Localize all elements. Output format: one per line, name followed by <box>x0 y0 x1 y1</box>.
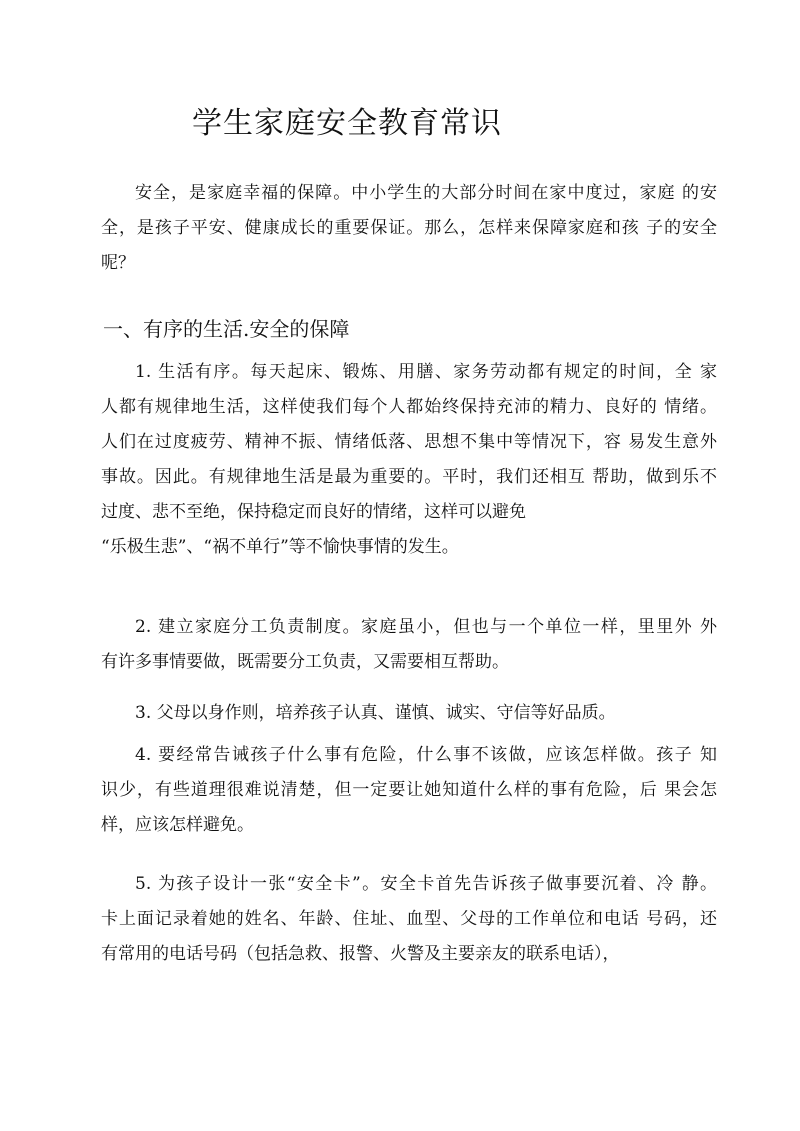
item-2-line-1: 2. 建立家庭分工负责制度。家庭虽小，但也与一个单位一样，里里外 外 <box>135 617 717 637</box>
intro-line-3: 呢？ <box>101 253 135 273</box>
intro-paragraph <box>101 176 717 281</box>
item-2-line-2: 有许多事情要做，既需要分工负责，又需要相互帮助。 <box>101 652 509 672</box>
item-5-line-3: 有常用的电话号码（包括急救、报警、火警及主要亲友的联系电话）， <box>101 944 620 964</box>
item-4-line-1: 4. 要经常告诫孩子什么事有危险，什么事不该做，应该怎样做。孩子 知 <box>135 745 717 765</box>
item-2-paragraph <box>101 610 717 680</box>
item-3-line-1: 3. 父母以身作则，培养孩子认真、谨慎、诚实、守信等好品质。 <box>135 703 616 723</box>
item-1-line-6: “乐极生悲”、“祸不单行”等不愉快事情的发生。 <box>101 537 459 557</box>
section-heading-1: 一、有序的生活.安全的保障 <box>103 317 350 341</box>
item-1-line-1: 1. 生活有序。每天起床、锻炼、用膳、家务劳动都有规定的时间，全 家 <box>135 362 717 382</box>
item-1-paragraph <box>101 355 717 565</box>
item-4-line-2: 识少，有些道理很难说清楚，但一定要让她知道什么样的事有危险，后 果会怎 <box>101 780 717 800</box>
item-4-line-3: 样，应该怎样避免。 <box>101 815 254 835</box>
intro-line-1: 安全，是家庭幸福的保障。中小学生的大部分时间在家中度过，家庭 的安 <box>135 183 717 203</box>
item-3-paragraph <box>101 696 717 731</box>
item-5-paragraph <box>101 867 717 972</box>
item-1-line-5: 过度、悲不至绝，保持稳定而良好的情绪，这样可以避免 <box>101 502 526 522</box>
item-4-paragraph <box>101 738 717 843</box>
item-1-line-2: 人都有规律地生活，这样使我们每个人都始终保持充沛的精力、良好的 情绪。 <box>101 397 717 417</box>
document-title: 学生家庭安全教育常识 <box>192 106 502 141</box>
item-5-line-1: 5. 为孩子设计一张“安全卡”。安全卡首先告诉孩子做事要沉着、冷 静。 <box>135 874 717 894</box>
item-1-line-3: 人们在过度疲劳、精神不振、情绪低落、思想不集中等情况下，容 易发生意外 <box>101 432 717 452</box>
intro-line-2: 全，是孩子平安、健康成长的重要保证。那么，怎样来保障家庭和孩 子的安全 <box>101 218 717 238</box>
item-5-line-2: 卡上面记录着她的姓名、年龄、住址、血型、父母的工作单位和电话 号码，还 <box>101 909 717 929</box>
item-1-line-4: 事故。因此。有规律地生活是最为重要的。平时，我们还相互 帮助，做到乐不 <box>101 467 717 487</box>
